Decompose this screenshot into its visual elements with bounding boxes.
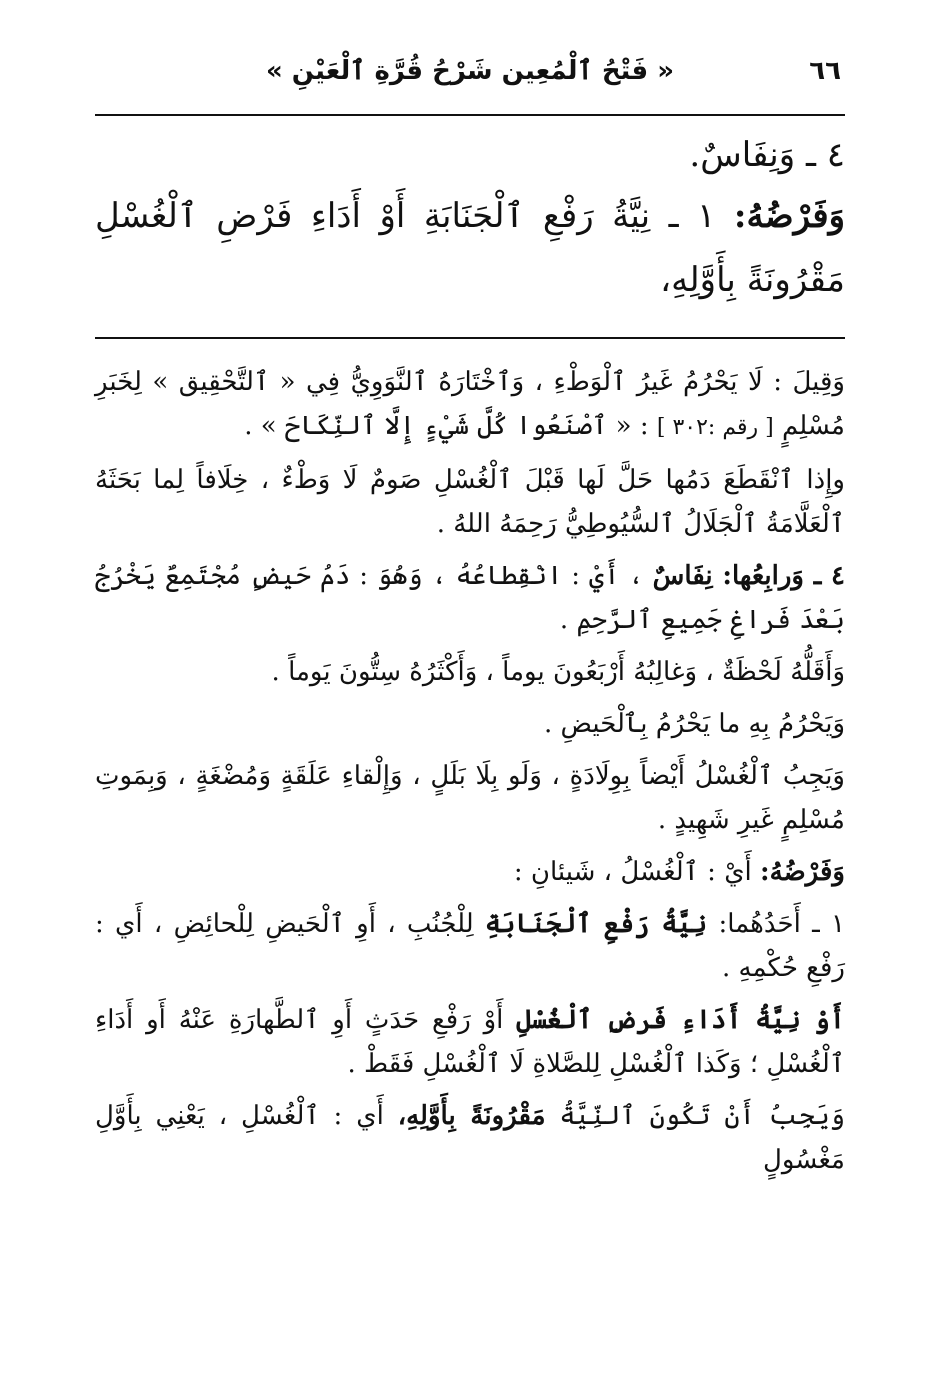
commentary-paragraph-8 — [95, 902, 845, 990]
commentary-block — [95, 360, 845, 1190]
commentary-paragraph-7 — [95, 850, 845, 894]
matn-text-niyyah: ١ ـ نِيَّةُ رَفْعِ ٱلْجَنَابَةِ أَوْ أَدَاءِ فَرْضِ ٱلْغُسْلِ مَقْرُونَةً بِأَوَّلِهِ، — [95, 196, 845, 300]
commentary-rule — [95, 337, 845, 339]
commentary-p9-text: أَوْ رَفْعِ حَدَثٍ أَوِ ٱلطَّهارَةِ عَنْهُ أَو أَدَاءِ ٱلْغُسْلِ ؛ وَكَذا ٱلْغُسْلِ لِلصَّلاةِ لَا ٱلْغُسْلِ فَقَطْ . — [95, 1005, 845, 1079]
commentary-p3-text: ، أَيْ : انْقِطاعُهُ ، وَهُوَ : دَمُ حَيضٍ مُجْتَمِعٌ يَخْرُجُ بَعْدَ فَراغِ جَمِيعِ ٱلرَّحِمِ . — [95, 561, 845, 635]
commentary-p3-term: نِفَاسٌ — [652, 561, 723, 591]
matn-line-nifas: ٤ ـ وَنِفَاسٌ. — [689, 135, 845, 175]
commentary-paragraph-6: وَيَجِبُ ٱلْغُسْلُ أَيْضاً بِوِلَادَةٍ ، وَلَو بِلَا بَلَلٍ ، وَإِلْقاءِ عَلَقَةٍ وَمُضْغَةٍ ، وَبِمَوتِ مُسْلِمٍ غَيرِ شَهِيدٍ . — [95, 761, 845, 835]
commentary-p10-lead: وَيَجِبُ أَنْ تَكُونَ ٱلنِّيَّةُ — [545, 1101, 845, 1131]
commentary-paragraph-3 — [95, 554, 845, 642]
matn-block — [95, 126, 845, 312]
page-header — [95, 52, 845, 102]
commentary-paragraph-10 — [95, 1094, 845, 1182]
commentary-p9-term: أَوْ نِيَّةُ أَدَاءِ فَرضِ ٱلْغُسْلِ — [516, 1005, 845, 1035]
document-page — [95, 0, 845, 1383]
commentary-p7-term: وَفَرْضُهُ: — [760, 857, 845, 887]
commentary-p8-term: نِيَّةُ رَفْعِ ٱلْجَنَابَةِ — [484, 909, 708, 939]
commentary-p1-text: وَقِيلَ : لَا يَحْرُمُ غَيرُ ٱلْوَطْءِ ، وَٱخْتَارَهُ ٱلنَّوَوِيُّ فِي « ٱلتَّحْقِيق » لِخَبَرِ مُسْلِمٍ — [95, 367, 845, 441]
commentary-paragraph-9 — [95, 998, 845, 1086]
page-number: ٦٦ — [809, 56, 841, 86]
commentary-paragraph-4: وَأَقَلُّهُ لَحْظَةٌ ، وَغالِبُهُ أَرْبَعُونَ يوماً ، وَأَكْثَرُهُ سِتُّونَ يَوماً . — [271, 657, 845, 687]
matn-paragraph-fard — [95, 184, 845, 312]
commentary-p10-text: أَي : ٱلْغُسْلِ ، يَعْنِي بِأَوَّلِ مَغْسُولٍ — [95, 1101, 845, 1175]
commentary-p7-text: أَيْ : ٱلْغُسْلُ ، شَيئانِ : — [513, 857, 761, 887]
commentary-p8-lead: ١ ـ أَحَدُهُما: — [707, 909, 846, 939]
commentary-paragraph-2: وإِذا ٱنْقَطَعَ دَمُها حَلَّ لَها قَبْلَ ٱلْغُسْلِ صَومٌ لَا وَطْءٌ ، خِلَافاً لِما بَحَثَهُ ٱلْعَلَّامَةُ ٱلْجَلَالُ ٱلسُّيُوطِيُّ رَحِمَهُ اللهُ . — [95, 465, 845, 539]
matn-term-fardhuhu: وَفَرْضُهُ: — [733, 196, 846, 236]
commentary-paragraph-1 — [95, 360, 845, 450]
commentary-p3-lead: ٤ ـ وَرابِعُها: — [722, 561, 846, 591]
hadith-reference: [ رقم :٣٠٢ ] — [656, 415, 774, 440]
commentary-p8-text: لِلْجُنُبِ ، أَوِ ٱلْحَيضِ لِلْحائِضِ ، أَي : رَفْعِ حُكْمِهِ . — [95, 909, 845, 983]
commentary-paragraph-5: وَيَحْرُمُ بِهِ ما يَحْرُمُ بِٱلْحَيضِ . — [544, 709, 845, 739]
commentary-p10-term: مَقْرُونَةً بِأَوَّلِهِ، — [397, 1101, 546, 1131]
running-title: « فَتْحُ ٱلْمُعِين شَرْحُ قُرَّةِ ٱلْعَيْنِ » — [265, 56, 675, 86]
header-rule — [95, 114, 845, 116]
commentary-p1-tail: : « ٱصْنَعُوا كُلَّ شَيْءٍ إِلَّا ٱلنِّكَاحَ » . — [244, 411, 657, 441]
